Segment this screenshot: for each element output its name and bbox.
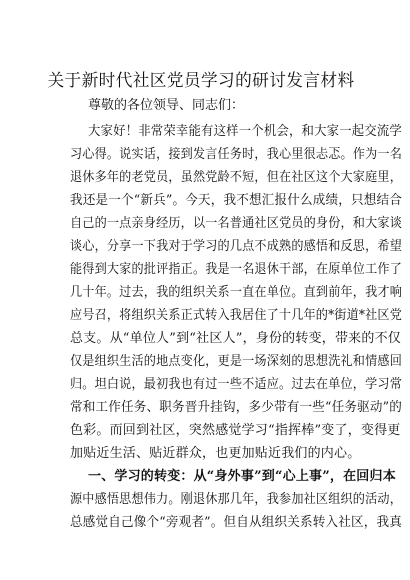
- salutation: 尊敬的各位领导、同志们：: [88, 98, 245, 113]
- paragraph-line: 源中感悟思想伟力。刚退休那几年，我参加社区组织的活动，: [70, 492, 402, 507]
- paragraph-line: 总支。从“单位人”到“社区人”，身份的转变，带来的不仅: [70, 331, 401, 346]
- paragraph-line: 习心得。说实话，接到发言任务时，我心里很忐忑。作为一名: [70, 147, 402, 162]
- paragraph-line: 常和工作任务、职务晋升挂钩，多少带有一些“任务驱动”的: [70, 400, 402, 415]
- section-heading-line: 一、学习的转变：从“身外事”到“心上事”，在回归本: [88, 469, 396, 484]
- document-title: 关于新时代社区党员学习的研讨发言材料: [47, 71, 355, 91]
- paragraph-line: 归。坦白说，最初我也有过一些不适应。过去在单位，学习常: [70, 377, 402, 392]
- paragraph-line: 仅是组织生活的地点变化，更是一场深刻的思想洗礼和情感回: [70, 354, 402, 369]
- paragraph-line: 几十年。过去，我的组织关系一直在单位。直到前年，我才响: [70, 285, 402, 300]
- paragraph-line: 能得到大家的批评指正。我是一名退休干部，在原单位工作了: [70, 262, 402, 277]
- paragraph-line: 大家好！非常荣幸能有这样一个机会，和大家一起交流学: [88, 124, 403, 139]
- paragraph-line: 我还是一个“新兵”。今天，我不想汇报什么成绩，只想结合: [70, 193, 402, 208]
- paragraph-line: 退休多年的老党员，虽然党龄不短，但在社区这个大家庭里，: [70, 170, 402, 185]
- paragraph-line: 加贴近生活、贴近群众，也更加贴近我们的内心。: [70, 446, 361, 461]
- paragraph-line: 应号召，将组织关系正式转入我居住了十几年的*街道*社区党: [70, 308, 403, 323]
- paragraph-line: 谈心，分享一下我对于学习的几点不成熟的感悟和反思，希望: [70, 239, 402, 254]
- paragraph-line: 自己的一点亲身经历，以一名普通社区党员的身份，和大家谈: [70, 216, 402, 231]
- paragraph-line: 色彩。而回到社区，突然感觉学习“指挥棒”变了，变得更: [70, 423, 401, 438]
- paragraph-line: 总感觉自己像个“旁观者”。但自从组织关系转入社区，我真: [70, 515, 402, 530]
